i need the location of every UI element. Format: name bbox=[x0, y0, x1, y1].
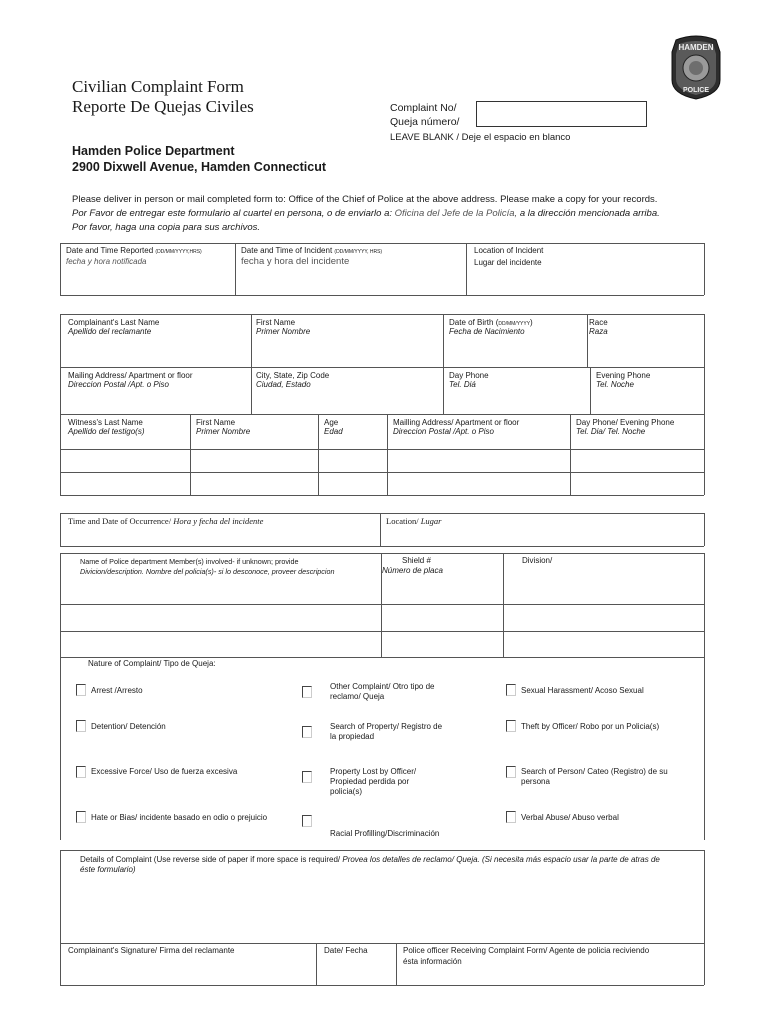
complainant-last-name-label-es: Apellido del reclamante bbox=[68, 327, 152, 336]
label-other-complaint bbox=[330, 682, 435, 702]
mailing-address-label: Mailing Address/ Apartment or floor bbox=[68, 371, 193, 380]
occurrence-label bbox=[68, 516, 263, 526]
label-excessive-force: Excessive Force/ Uso de fuerza excesiva bbox=[91, 767, 238, 776]
label-search-person-1: Search of Person/ Cateo (Registro) de su bbox=[521, 767, 668, 776]
city-label: City, State, Zip Code bbox=[256, 371, 330, 380]
race-label-es: Raza bbox=[589, 327, 608, 336]
checkbox-property-lost[interactable] bbox=[302, 771, 312, 783]
label-search-person-2: persona bbox=[521, 777, 550, 786]
date-reported-format: (DD/MM/YYYY,HRS) bbox=[155, 249, 202, 255]
checkbox-racial-profiling[interactable] bbox=[302, 815, 312, 827]
label-racial-profiling: Racial Profilling/Discriminación bbox=[330, 829, 440, 838]
checkbox-other-complaint[interactable] bbox=[302, 686, 312, 698]
label-search-person bbox=[521, 767, 668, 787]
occurrence-location-es: Lugar bbox=[420, 516, 442, 526]
checkbox-search-property[interactable] bbox=[302, 726, 312, 738]
evening-phone-label-es: Tel. Noche bbox=[596, 380, 634, 389]
witness-phone-label-es: Tel. Dia/ Tel. Noche bbox=[576, 427, 646, 436]
date-incident-format: (DD/MM/YYYY, HRS) bbox=[334, 249, 383, 255]
instructions bbox=[72, 193, 662, 235]
first-name-label: First Name bbox=[256, 318, 296, 327]
signature-date-label: Date/ Fecha bbox=[324, 946, 368, 955]
witness-age-label-es: Edad bbox=[324, 427, 343, 436]
signature-label: Complainant's Signature/ Firma del reclamante bbox=[68, 946, 235, 955]
label-property-lost bbox=[330, 767, 416, 797]
day-phone-label: Day Phone bbox=[449, 371, 489, 380]
witness-phone-label: Day Phone/ Evening Phone bbox=[576, 418, 675, 427]
badge-bottom-text: POLICE bbox=[682, 87, 710, 94]
division-label: Division/ bbox=[522, 556, 553, 565]
location-incident-label-es: Lugar del incidente bbox=[474, 258, 542, 267]
badge-top-text: HAMDEN bbox=[678, 43, 714, 52]
label-search-property-1: Search of Property/ Registro de bbox=[330, 722, 443, 731]
instructions-es-end: a la dirección mencionada arriba. Por favor, haga una copia para sus archivos. bbox=[72, 208, 660, 233]
police-badge-logo bbox=[668, 34, 724, 100]
leave-blank-note: LEAVE BLANK / Dejе el espacio en blanco bbox=[390, 132, 571, 143]
details-label-es: Provea los detalles de reclamo/ Queja. (Si necesita más espacio usar la bbox=[342, 855, 598, 864]
label-search-property-2: la propiedad bbox=[330, 732, 375, 741]
label-other-complaint-1: Other Complaint/ Otro tipo de bbox=[330, 682, 435, 691]
checkbox-theft-by-officer[interactable] bbox=[506, 720, 516, 732]
label-search-property bbox=[330, 722, 442, 742]
receiving-officer-label-2: ésta información bbox=[403, 957, 462, 966]
department-name: Hamden Police Department bbox=[72, 144, 235, 158]
witness-mailing-label-es: Direccion Postal /Apt. o Piso bbox=[393, 427, 494, 436]
witness-last-name-label: Witness's Last Name bbox=[68, 418, 143, 427]
nature-title: Nature of Complaint/ Tipo de Queja: bbox=[88, 659, 216, 668]
occurrence-location-label bbox=[386, 516, 442, 526]
dob-label-es: Fecha de Nacimiento bbox=[449, 327, 525, 336]
complaint-no-label: Complaint No/ bbox=[390, 102, 457, 114]
checkbox-verbal-abuse[interactable] bbox=[506, 811, 516, 823]
officer-name-label: Name of Police department Member(s) involved- if unknown; provide bbox=[80, 557, 299, 566]
date-reported-label-es: fecha y hora notificada bbox=[66, 257, 147, 266]
label-other-complaint-2: reclamo/ Queja bbox=[330, 692, 385, 701]
details-label-es-2: parte de atras de éste formulario) bbox=[80, 855, 660, 874]
checkbox-detention[interactable] bbox=[76, 720, 86, 732]
shield-label: Shield # bbox=[402, 556, 431, 565]
occurrence-label-es: Hora y fecha del incidente bbox=[173, 516, 264, 526]
race-label: Race bbox=[589, 318, 608, 327]
witness-age-label: Age bbox=[324, 418, 339, 427]
label-property-lost-1: Property Lost by Officer/ bbox=[330, 767, 417, 776]
checkbox-arrest[interactable] bbox=[76, 684, 86, 696]
city-label-es: Ciudad, Estado bbox=[256, 380, 311, 389]
form-title: Civilian Complaint Form bbox=[72, 77, 244, 96]
instructions-en: Please deliver in person or mail completed form to: Office of the Chief of Police at the above address. Please make a copy for your records. bbox=[72, 194, 658, 205]
label-arrest: Arrest /Arresto bbox=[91, 686, 143, 695]
day-phone-label-es: Tel. Diá bbox=[449, 380, 476, 389]
label-property-lost-2: Propiedad perdida por bbox=[330, 777, 410, 786]
label-sexual-harassment: Sexual Harassment/ Acoso Sexual bbox=[521, 686, 644, 695]
checkbox-hate-bias[interactable] bbox=[76, 811, 86, 823]
date-reported-field[interactable] bbox=[66, 246, 202, 257]
details-label-en: Details of Complaint (Use reverse side of paper if more space is required/ bbox=[80, 855, 341, 864]
receiving-officer-label: Police officer Receiving Complaint Form/ Agente de policia reciviendo bbox=[403, 946, 650, 955]
dob-format: DD/MM/YYYY bbox=[498, 321, 531, 327]
witness-mailing-label: Mailling Address/ Apartment or floor bbox=[393, 418, 520, 427]
label-detention: Detention/ Detención bbox=[91, 722, 166, 731]
label-hate-bias: Hate or Bias/ incidente basado en odio o prejuicio bbox=[91, 813, 268, 822]
complaint-no-label-es: Queja número/ bbox=[390, 116, 460, 128]
evening-phone-label: Evening Phone bbox=[596, 371, 651, 380]
instructions-es: Por Favor de entregar este formulario al cuartel en persona, o de enviarlo a: bbox=[72, 208, 393, 219]
date-reported-label: Date and Time Reported bbox=[66, 246, 154, 255]
dob-close: ) bbox=[530, 318, 533, 327]
shield-label-es: Número de placa bbox=[382, 566, 443, 575]
location-incident-label: Location of Incident bbox=[474, 246, 544, 255]
label-property-lost-3: policia(s) bbox=[330, 787, 363, 796]
date-incident-label: Date and Time of Incident bbox=[241, 246, 333, 255]
occurrence-location-en: Location/ bbox=[386, 516, 419, 526]
witness-last-name-label-es: Apellido del testigo(s) bbox=[68, 427, 145, 436]
instructions-es-office: Oficina del Jefe de la Policía, bbox=[394, 208, 518, 219]
label-verbal-abuse: Verbal Abuse/ Abuso verbal bbox=[521, 813, 619, 822]
department-address: 2900 Dixwell Avenue, Hamden Connecticut bbox=[72, 160, 327, 174]
occurrence-label-en: Time and Date of Occurrence/ bbox=[68, 516, 172, 526]
officer-name-label-es: Divicion/description. Nombre del policia(s)- si lo desconoce, proveer descripcion bbox=[80, 567, 335, 576]
label-theft-by-officer: Theft by Officer/ Robo por un Policia(s) bbox=[521, 722, 660, 731]
date-incident-label-es: fecha y hora del incidente bbox=[241, 256, 350, 267]
mailing-address-label-es: Direccion Postal /Apt. o Piso bbox=[68, 380, 169, 389]
checkbox-sexual-harassment[interactable] bbox=[506, 684, 516, 696]
details-textarea[interactable] bbox=[62, 880, 702, 942]
details-label bbox=[80, 855, 670, 875]
form-title-es: Reporte De Quejas Civiles bbox=[72, 97, 254, 116]
complaint-no-field[interactable] bbox=[476, 101, 647, 127]
witness-first-name-label: First Name bbox=[196, 418, 236, 427]
first-name-label-es: Primer Nombre bbox=[256, 327, 311, 336]
complainant-last-name-label: Complainant's Last Name bbox=[68, 318, 160, 327]
witness-first-name-label-es: Primer Nombre bbox=[196, 427, 251, 436]
checkbox-excessive-force[interactable] bbox=[76, 766, 86, 778]
checkbox-search-person[interactable] bbox=[506, 766, 516, 778]
dob-label-text: Date of Birth ( bbox=[449, 318, 499, 327]
